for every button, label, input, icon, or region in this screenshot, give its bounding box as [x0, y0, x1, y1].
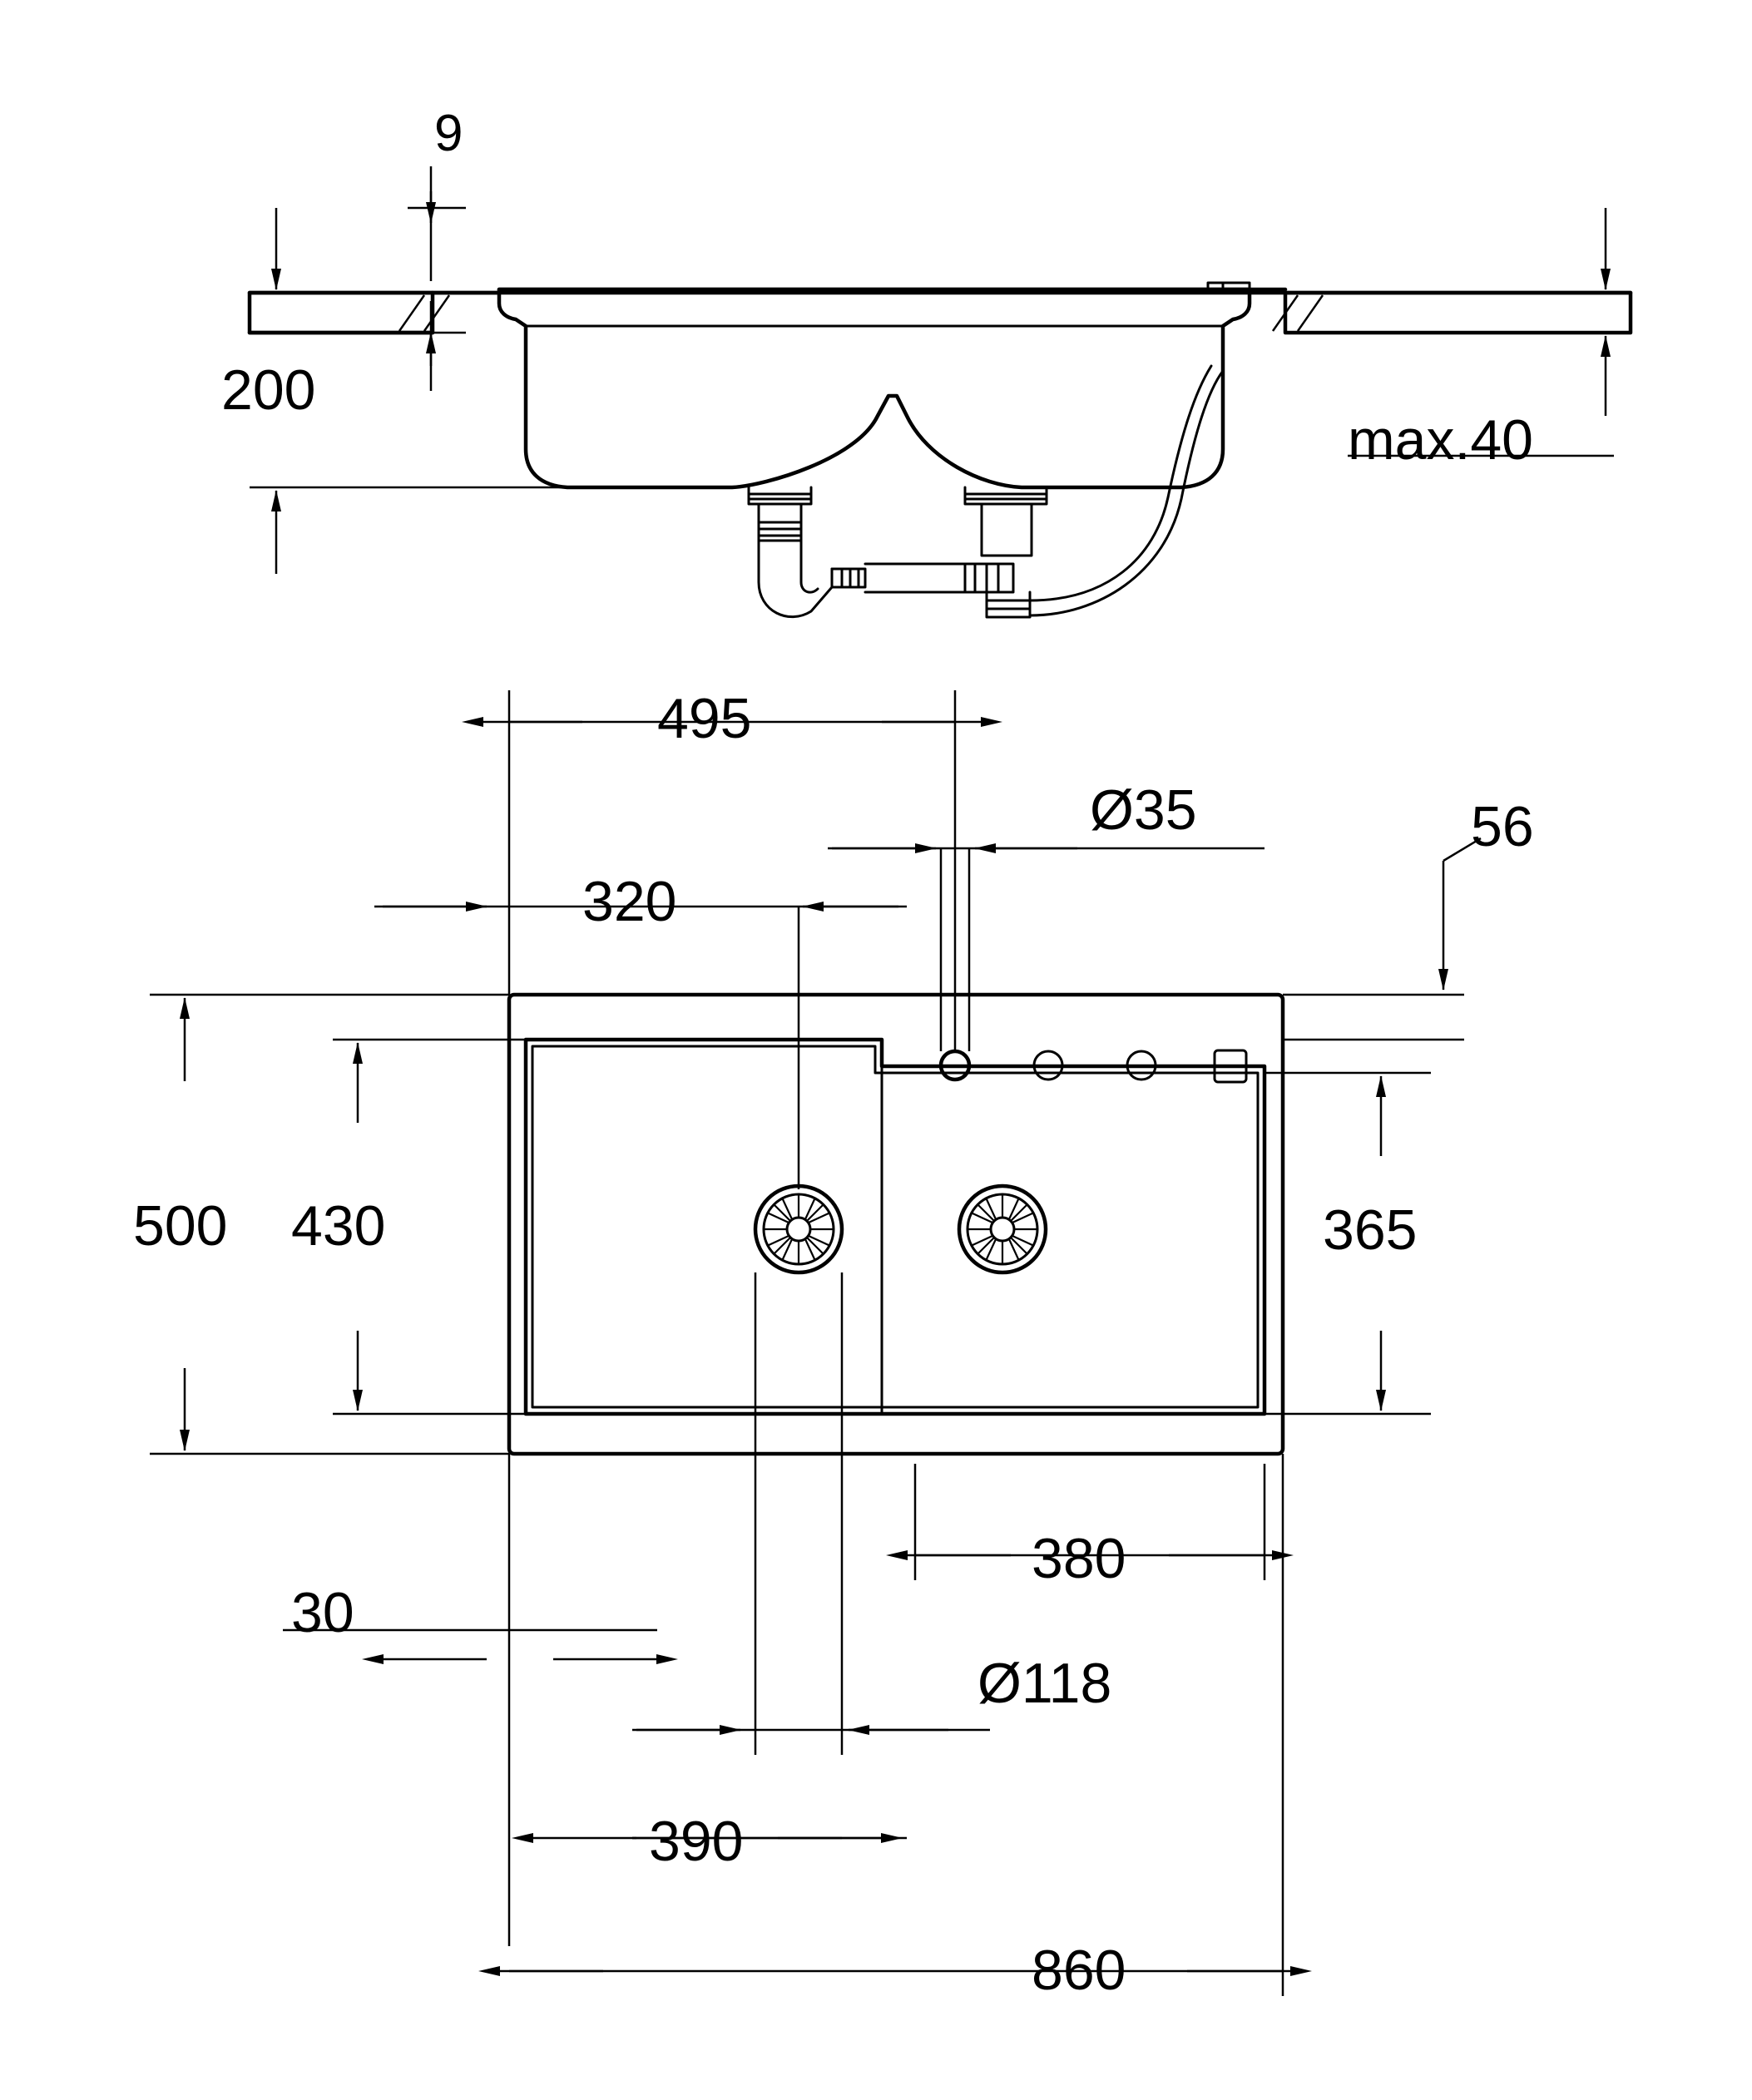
dimension-label-left-drain-offset [582, 869, 676, 934]
left-drain [755, 1186, 842, 1272]
dimension-label-drain-from-rear [1323, 1198, 1417, 1262]
dimension-label-bowl-depth-inner [291, 1193, 385, 1258]
dimension-label-bowl-depth [221, 358, 315, 422]
dimension-value-o35: Ø35 [1090, 778, 1197, 842]
dimension-value-max40: max.40 [1348, 408, 1533, 472]
dimension-value-320: 320 [582, 870, 677, 933]
dimension-value-500: 500 [133, 1194, 228, 1258]
dimension-value-380: 380 [1032, 1527, 1126, 1590]
dimension-value-30: 30 [291, 1581, 354, 1644]
dimension-label-corner-radius [291, 1580, 354, 1645]
dimension-label-tap-hole-diameter [1090, 778, 1197, 842]
dimension-label-rear-edge-offset [1471, 794, 1534, 859]
right-drain [959, 1186, 1046, 1272]
dimension-value-860: 860 [1032, 1939, 1126, 2002]
dimension-value-390: 390 [649, 1810, 744, 1873]
dimension-label-drain-diameter [977, 1651, 1111, 1716]
dimension-label-right-drain-offset [1032, 1526, 1126, 1591]
right-waste-fitting [965, 366, 1223, 617]
dimension-label-overall-depth [133, 1193, 227, 1258]
dimension-label-overall-width [1032, 1938, 1126, 2003]
dimension-value-9: 9 [434, 105, 463, 162]
dimension-label-rim-thickness [434, 104, 463, 163]
dimension-value-200: 200 [221, 358, 316, 422]
dimension-value-56: 56 [1471, 795, 1534, 858]
dimension-value-430: 430 [291, 1194, 386, 1258]
top-view [150, 690, 1481, 1996]
dimension-label-drain-spacing [649, 1809, 743, 1874]
dimension-value-495: 495 [657, 687, 752, 750]
dimension-label-worktop-thickness [1348, 408, 1533, 472]
dimension-label-tap-hole-offset [657, 686, 751, 751]
section-view [250, 166, 1631, 617]
dimension-value-o118: Ø118 [977, 1652, 1112, 1715]
left-waste-fitting [749, 487, 965, 617]
dimension-value-365: 365 [1323, 1198, 1418, 1262]
